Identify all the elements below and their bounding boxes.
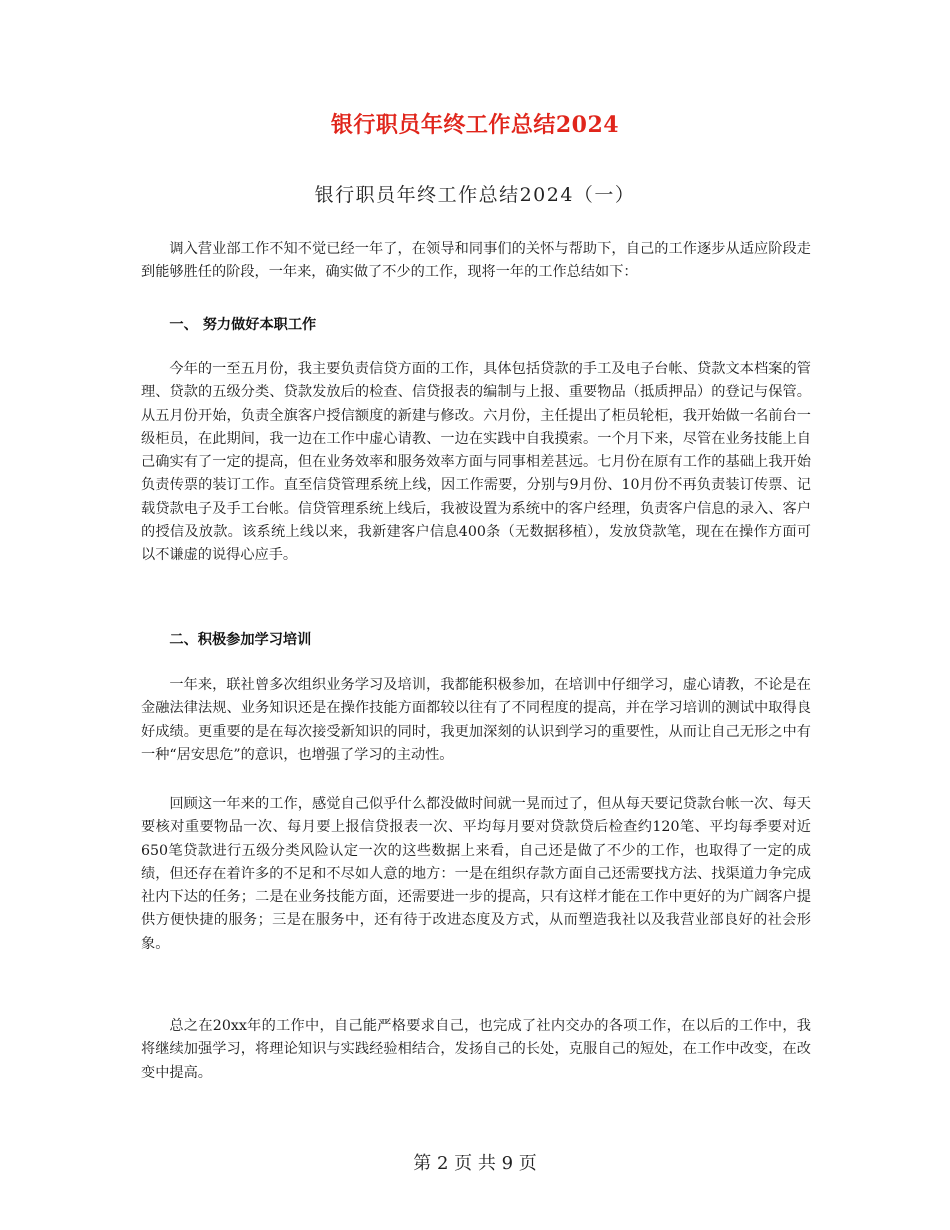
page-number-footer: 第 2 页 共 9 页 (413, 1153, 537, 1174)
review-paragraph-block (141, 793, 811, 956)
section-1-paragraph-block (141, 358, 811, 568)
section-2-paragraph-block (141, 674, 811, 767)
document-title: 银行职员年终工作总结2024 (330, 112, 620, 138)
conclusion-paragraph: 总之在20xx年的工作中，自己能严格要求自己，也完成了社内交办的各项工作，在以后的工作中，我将继续加强学习，将理论知识与实践经验相结合，发扬自己的长处，克服自己的短处，在工作中改变，在改变中提高。 (141, 1018, 811, 1081)
section-heading-1: 一、 努力做好本职工作 (169, 317, 317, 333)
intro-paragraph: 调入营业部工作不知不觉已经一年了，在领导和同事们的关怀与帮助下，自己的工作逐步从适应阶段走到能够胜任的阶段，一年来，确实做了不少的工作，现将一年的工作总结如下： (141, 241, 811, 281)
section-1-paragraph: 今年的一至五月份，我主要负责信贷方面的工作，具体包括贷款的手工及电子台帐、贷款文本档案的管理、贷款的五级分类、贷款发放后的检查、信贷报表的编制与上报、重要物品（抵质押品）的登记与保管。从五月份开始，负责全旗客户授信额度的新建与修改。六月份，主任提出了柜员轮柜，我开始做一名前台一级柜员，在此期间，我一边在工作中虚心请教、一边在实践中自我摸索。一个月下来，尽管在业务技能上自己确实有了一定的提高，但在业务效率和服务效率方面与同事相差甚远。七月份在原有工作的基础上我开始负责传票的装订工作。直至信贷管理系统上线，因工作需要，分别与9月份、10月份不再负责装订传票、记载贷款电子及手工台帐。信贷管理系统上线后，我被设置为系统中的客户经理，负责客户信息的录入、客户的授信及放款。该系统上线以来，我新建客户信息400条（无数据移植），发放贷款笔，现在在操作方面可以不谦虚的说得心应手。 (141, 361, 811, 564)
section-heading-2: 二、积极参加学习培训 (169, 632, 312, 648)
section-2-paragraph: 一年来，联社曾多次组织业务学习及培训，我都能积极参加，在培训中仔细学习，虚心请教，不论是在金融法律法规、业务知识还是在操作技能方面都较以往有了不同程度的提高，并在学习培训的测试中取得良好成绩。更重要的是在每次接受新知识的同时，我更加深刻的认识到学习的重要性，从而让自己无形之中有一种“居安思危”的意识，也增强了学习的主动性。 (141, 677, 811, 763)
conclusion-paragraph-block (141, 1015, 811, 1085)
intro-paragraph-block (141, 238, 811, 285)
document-subtitle: 银行职员年终工作总结2024（一） (314, 184, 636, 206)
review-paragraph: 回顾这一年来的工作，感觉自己似乎什么都没做时间就一晃而过了，但从每天要记贷款台帐一次、每天要核对重要物品一次、每月要上报信贷报表一次、平均每月要对贷款贷后检查约120笔、平均每季要对近650笔贷款进行五级分类风险认定一次的这些数据上来看，自己还是做了不少的工作，也取得了一定的成绩，但还存在着许多的不足和不尽如人意的地方：一是在组织存款方面自己还需要找方法、找渠道力争完成社内下达的任务；二是在业务技能方面，还需要进一步的提高，只有这样才能在工作中更好的为广阔客户提供方便快捷的服务；三是在服务中，还有待于改进态度及方式，从而塑造我社以及我营业部良好的社会形象。 (141, 796, 811, 952)
